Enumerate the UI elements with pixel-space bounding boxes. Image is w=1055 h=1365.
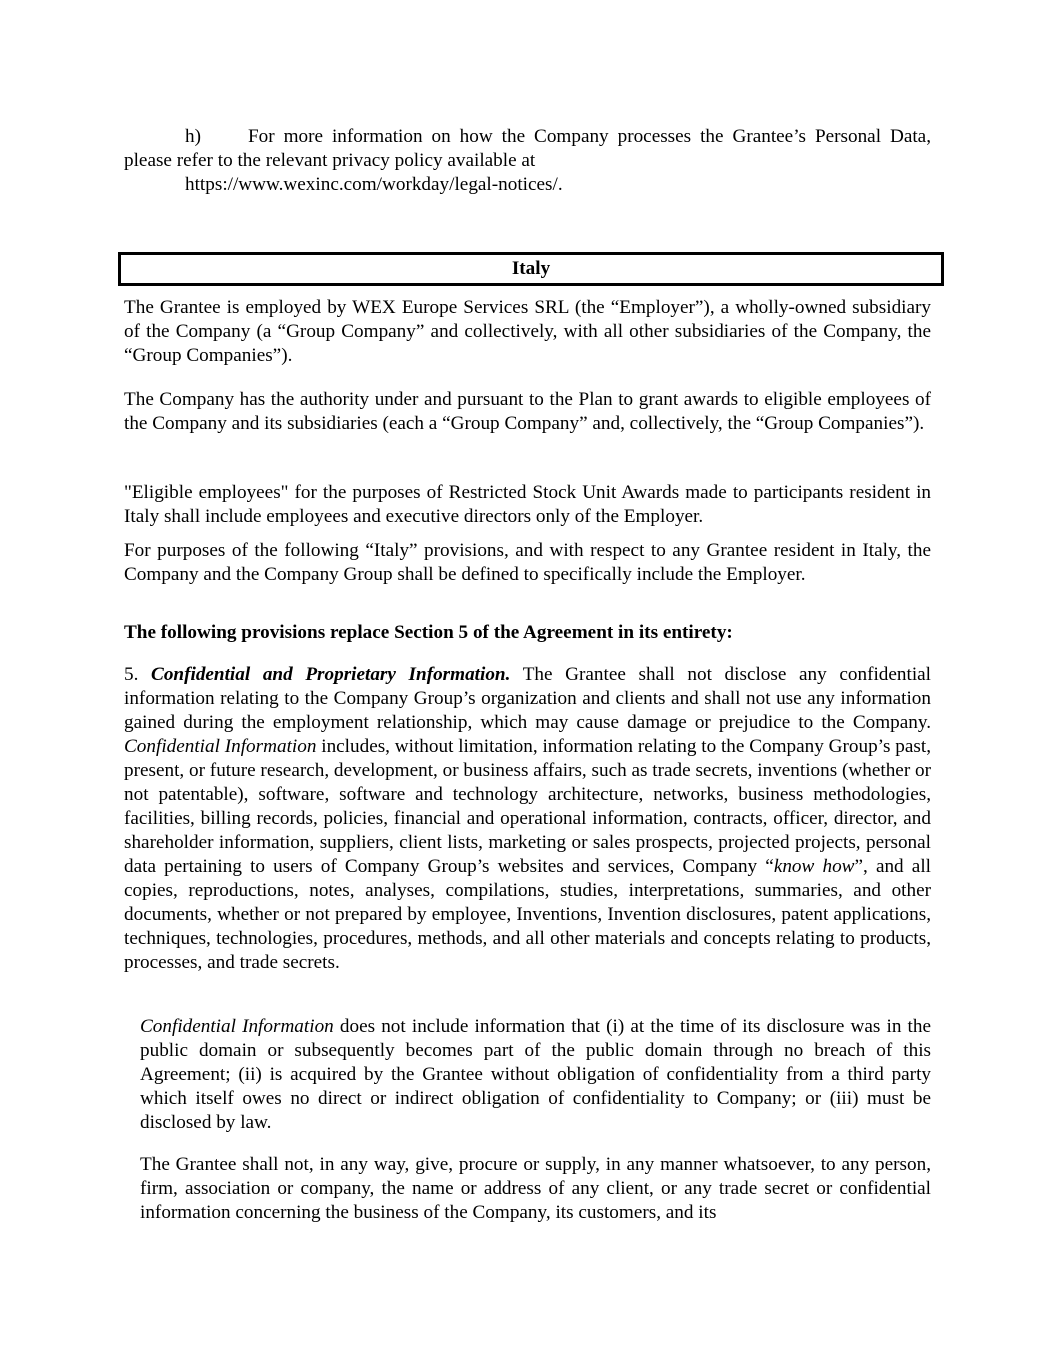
- section-5-text-b: includes, without limitation, information relating to the Company Group’s past, present, or future research, development, or business affairs, such as trade secrets, inventions (whether or not patentable), software, software and technology architecture, networks, business methodologies, facilities, billing records, policies, financial and operational information, contracts, officer, director, and shareholder information, suppliers, client lists, marketing or sales prospects, projected projects, personal data pertaining to users of Company Group’s websites and services, Company “: [124, 736, 931, 877]
- authority-paragraph: The Company has the authority under and pursuant to the Plan to grant awards to eligible employees of the Company and its subsidiaries (each a “Group Company” and, collectively, the “Group Companies”).: [124, 389, 931, 434]
- italy-heading: [118, 252, 944, 286]
- non-disclosure-paragraph: The Grantee shall not, in any way, give, procure or supply, in any manner whatsoever, to any person, firm, association or company, the name or address of any client, or any trade secret or confidential information concerning the business of the Company, its customers, and its: [140, 1154, 931, 1223]
- document-page: [124, 125, 931, 197]
- privacy-policy-link[interactable]: https://www.wexinc.com/workday/legal-notices/.: [185, 174, 563, 195]
- confidential-information-term: Confidential Information: [124, 736, 317, 757]
- section-h-paragraph: [124, 125, 931, 197]
- replacement-notice: The following provisions replace Section 5 of the Agreement in its entirety:: [124, 622, 733, 643]
- exclusions-term: Confidential Information: [140, 1016, 334, 1037]
- section-h-text: For more information on how the Company processes the Grantee’s Personal Data, please refer to the relevant privacy policy available at: [124, 126, 931, 171]
- eligible-employees-paragraph: "Eligible employees" for the purposes of Restricted Stock Unit Awards made to participants resident in Italy shall include employees and executive directors only of the Employer.: [124, 482, 931, 527]
- exclusions-paragraph: [140, 1015, 931, 1135]
- italy-provisions-paragraph: For purposes of the following “Italy” provisions, and with respect to any Grantee resident in Italy, the Company and the Company Group shall be defined to specifically include the Employer.: [124, 540, 931, 585]
- section-5-text-c: ”, and all copies, reproductions, notes, analyses, compilations, studies, interpretations, summaries, and other documents, whether or not prepared by employee, Inventions, Invention disclosures, patent applications, techniques, technologies, procedures, methods, and all other materials and concepts relating to products, processes, and trade secrets.: [124, 856, 931, 973]
- section-5-text-a: The Grantee shall not disclose any confidential information relating to the Company Group’s organization and clients and shall not use any information gained during the employment relationship, which may cause damage or prejudice to the Company.: [124, 664, 931, 733]
- italy-heading-text: Italy: [511, 258, 551, 279]
- section-5-paragraph: [124, 663, 931, 975]
- section-5-number: 5.: [124, 664, 139, 685]
- employer-paragraph: The Grantee is employed by WEX Europe Services SRL (the “Employer”), a wholly-owned subsidiary of the Company (a “Group Company” and collectively, with all other subsidiaries of the Company, the “Group Companies”).: [124, 297, 931, 366]
- section-5-title: Confidential and Proprietary Information.: [151, 664, 511, 685]
- exclusions-text: does not include information that (i) at the time of its disclosure was in the public domain or subsequently becomes part of the public domain through no breach of this Agreement; (ii) is acquired by the Grantee without obligation of confidentiality from a third party which itself owes no direct or indirect obligation of confidentiality to Company; or (iii) must be disclosed by law.: [140, 1016, 931, 1133]
- section-h-label: h): [185, 126, 201, 147]
- know-how-term: know how: [773, 856, 855, 877]
